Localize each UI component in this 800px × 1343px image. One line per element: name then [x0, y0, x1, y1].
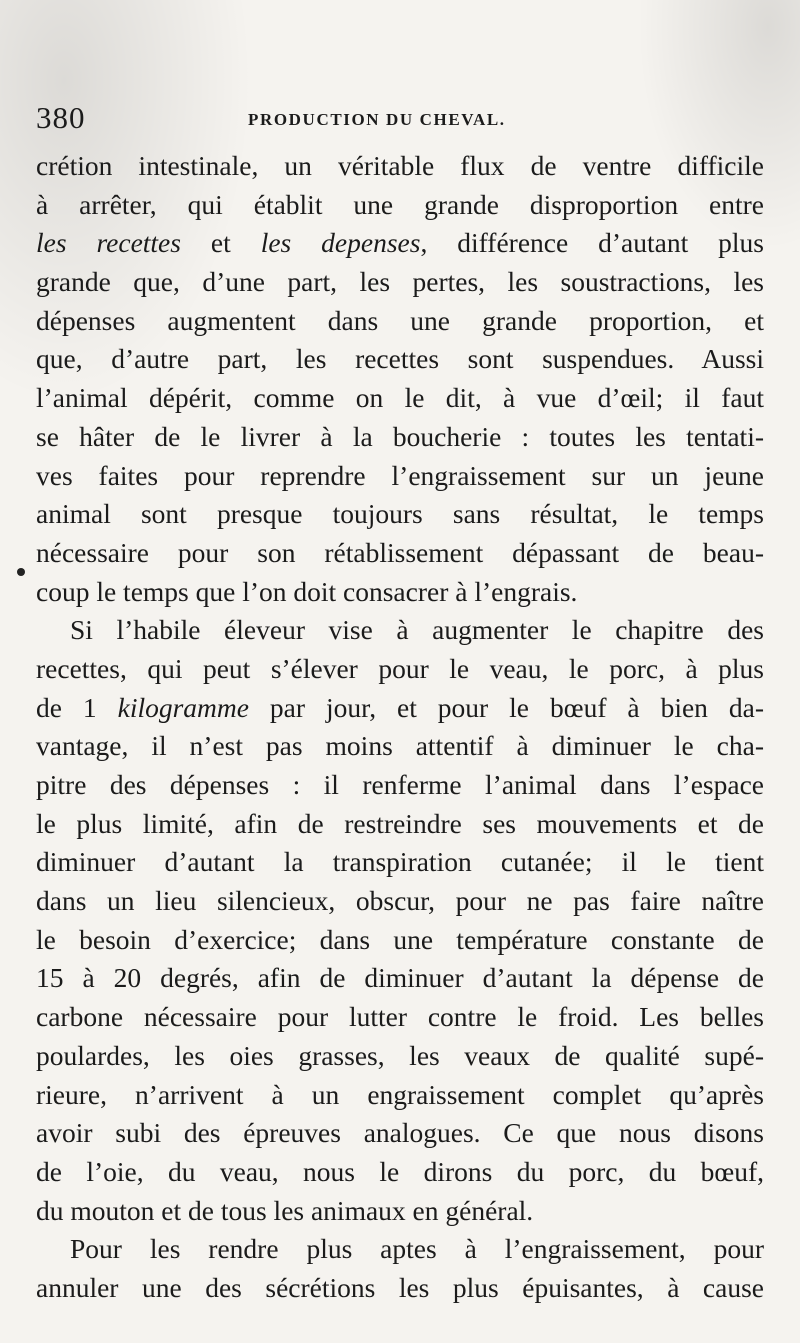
text-fragment: de 1	[36, 691, 118, 723]
text-line: grande que, d’une part, les pertes, les soustractions, les	[36, 266, 764, 298]
text-line: que, d’autre part, les recettes sont suspendues. Aussi	[36, 343, 764, 375]
text-line	[36, 224, 764, 263]
ink-speck	[17, 568, 25, 576]
text-line: avoir subi des épreuves analogues. Ce que nous disons	[36, 1117, 764, 1149]
text-line: coup le temps que l’on doit consacrer à l’engrais.	[36, 575, 578, 607]
italic-text: kilogramme	[117, 691, 249, 723]
running-head	[36, 100, 766, 140]
text-fragment: , différence d’autant plus	[420, 227, 764, 259]
text-line: vantage, il n’est pas moins attentif à diminuer le cha-	[36, 730, 764, 762]
text-line	[36, 689, 764, 728]
text-line: à arrêter, qui établit une grande disproportion entre	[36, 188, 764, 220]
running-title: PRODUCTION DU CHEVAL.	[248, 110, 506, 129]
text-line: pitre des dépenses : il renferme l’animal dans l’espace	[36, 769, 764, 800]
italic-text: les depenses	[260, 227, 421, 259]
text-line: crétion intestinale, un véritable flux de ventre difficile	[36, 150, 764, 181]
text-line: dépenses augmentent dans une grande proportion, et	[36, 304, 764, 336]
paragraph-start-line: Pour les rendre plus aptes à l’engraissement, pour	[70, 1233, 764, 1265]
text-line: nécessaire pour son rétablissement dépassant de beau-	[36, 536, 764, 568]
text-line: recettes, qui peut s’élever pour le veau, le porc, à plus	[36, 652, 764, 684]
text-fragment: par jour, et pour le bœuf à bien da-	[248, 691, 764, 723]
text-line: de l’oie, du veau, nous le dirons du porc, du bœuf,	[36, 1155, 764, 1187]
body-text	[36, 147, 764, 1308]
text-line: carbone nécessaire pour lutter contre le froid. Les belles	[36, 1001, 764, 1033]
italic-text: les recettes	[36, 227, 181, 259]
text-line: le plus limité, afin de restreindre ses mouvements et de	[36, 807, 764, 839]
text-line: annuler une des sécrétions les plus épuisantes, à cause	[36, 1271, 764, 1303]
text-line: l’animal dépérit, comme on le dit, à vue d’œil; il faut	[36, 382, 764, 414]
text-line: poulardes, les oies grasses, les veaux de qualité supé-	[36, 1039, 764, 1071]
text-line: le besoin d’exercice; dans une température constante de	[36, 923, 764, 955]
paragraph-start-line: Si l’habile éleveur vise à augmenter le chapitre des	[70, 614, 764, 646]
text-line: ves faites pour reprendre l’engraissement sur un jeune	[36, 459, 764, 491]
text-line: se hâter de le livrer à la boucherie : toutes les tentati-	[36, 420, 764, 452]
text-fragment: et	[180, 227, 261, 259]
text-line: animal sont presque toujours sans résultat, le temps	[36, 498, 764, 530]
text-line: diminuer d’autant la transpiration cutanée; il le tient	[36, 846, 764, 878]
text-line: rieure, n’arrivent à un engraissement complet qu’après	[36, 1078, 764, 1110]
text-line: du mouton et de tous les animaux en général.	[36, 1194, 534, 1226]
page-number: 380	[36, 100, 86, 135]
text-line: 15 à 20 degrés, afin de diminuer d’autant la dépense de	[36, 962, 764, 994]
text-line: dans un lieu silencieux, obscur, pour ne pas faire naître	[36, 885, 764, 917]
